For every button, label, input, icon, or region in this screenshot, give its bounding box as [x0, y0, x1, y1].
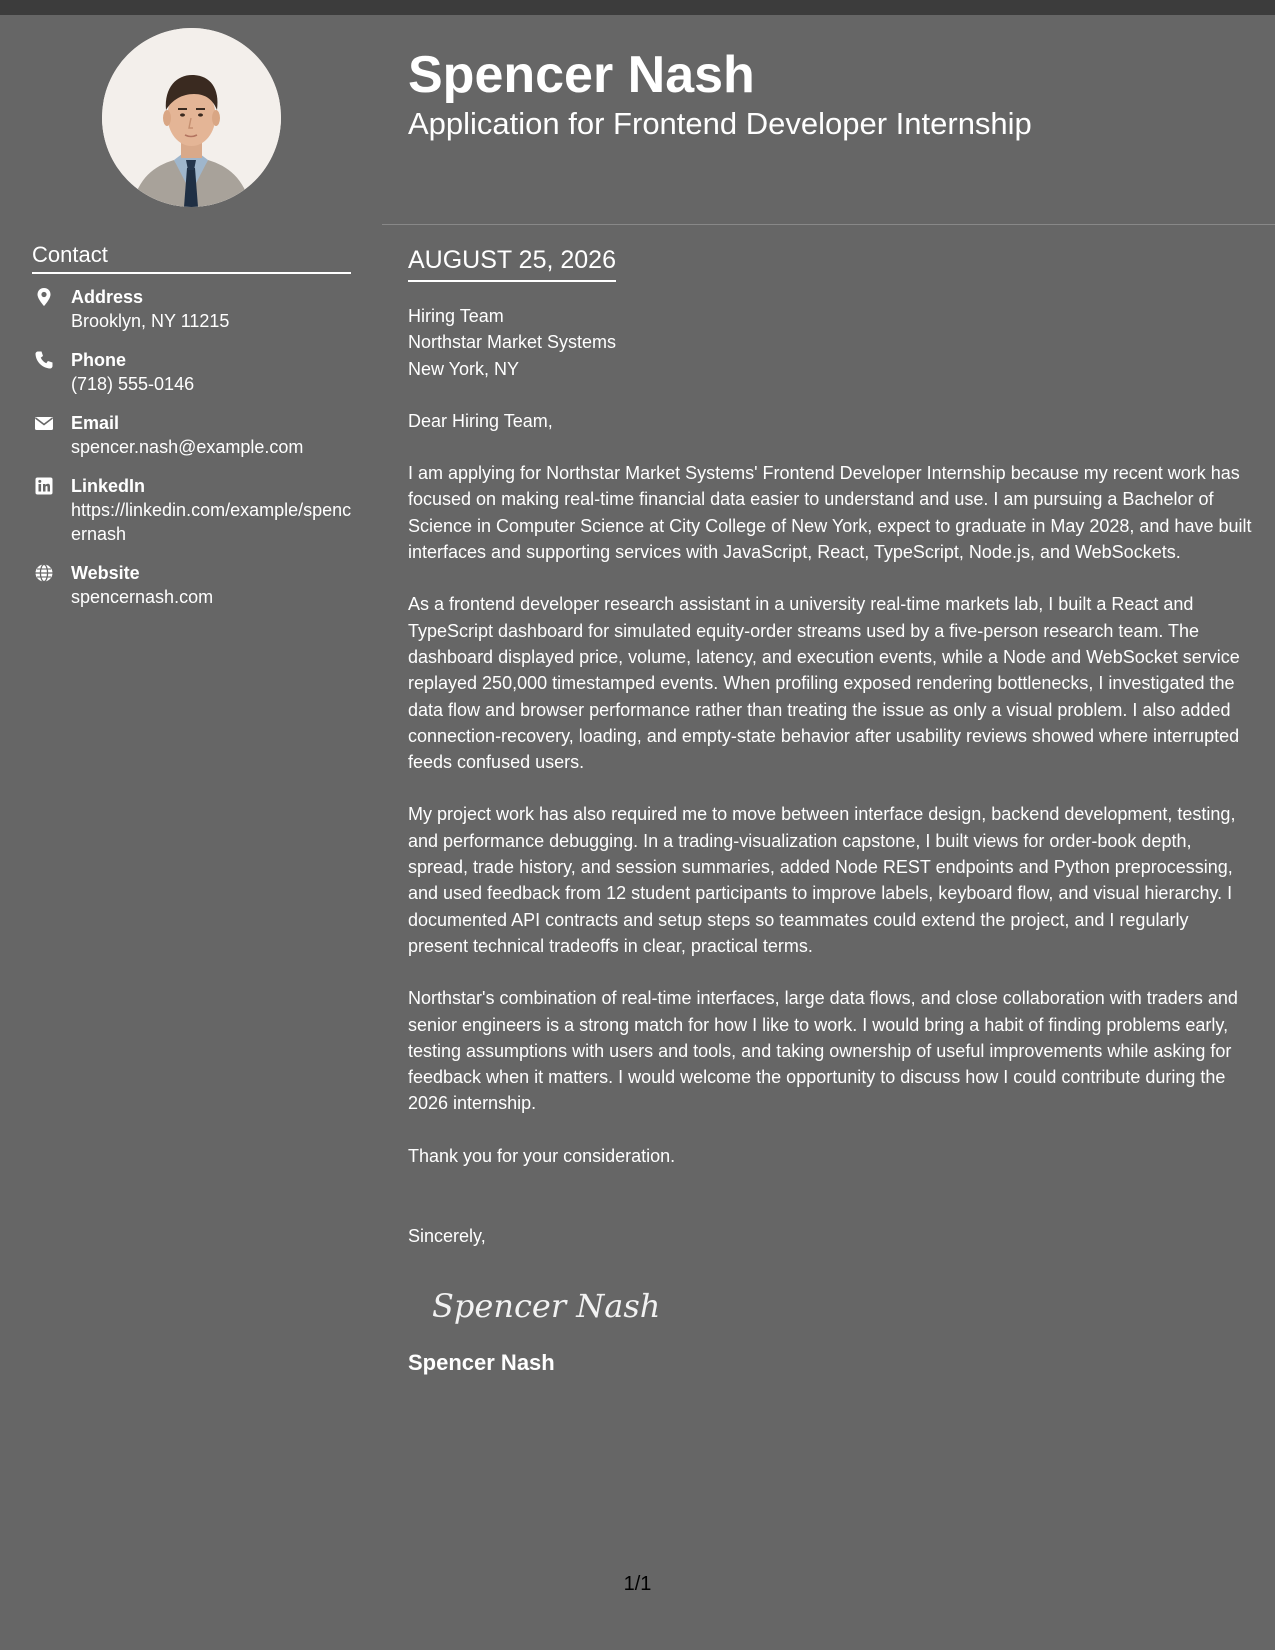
contact-item-email — [32, 411, 352, 459]
contact-label-phone: Phone — [71, 350, 127, 370]
profile-photo — [102, 28, 281, 207]
globe-icon — [34, 563, 54, 583]
thanks-line: Thank you for your consideration. — [408, 1145, 676, 1166]
page-number: 1/1 — [623, 1573, 652, 1595]
contact-item-address — [32, 285, 352, 333]
contact-value-phone: (718) 555-0146 — [71, 374, 195, 394]
map-pin-icon — [34, 287, 54, 307]
handwritten-signature — [428, 1275, 658, 1335]
recipient-block — [408, 303, 1253, 382]
body-paragraph: As a frontend developer research assistant in a university real-time markets lab, I built a React and TypeScript dashboard for simulated equity-order streams used by a five-person research team. The dashboard displayed price, volume, latency, and execution events, while a Node and WebSocket service replayed 250,000 timestamped events. When profiling exposed rendering bottlenecks, I investigated the data flow and browser performance rather than treating the issue as only a visual problem. I also added connection-recovery, loading, and empty-state behavior after usability reviews showed where interrupted feeds confused users. — [408, 594, 1240, 773]
contact-value-website[interactable]: spencernash.com — [71, 587, 214, 607]
linkedin-icon — [34, 476, 54, 496]
recipient-line: New York, NY — [408, 358, 520, 379]
applicant-name: Spencer Nash — [408, 46, 755, 104]
body-paragraph: I am applying for Northstar Market Systems' Frontend Developer Internship because my recent work has focused on making real-time financial data easier to understand and use. I am pursuing a Bachelor of Science in Computer Science at City College of New York, expect to graduate in May 2028, and have built interfaces and supporting services with JavaScript, React, TypeScript, Node.js, and WebSockets. — [408, 463, 1252, 563]
contact-value-email[interactable]: spencer.nash@example.com — [71, 437, 304, 457]
signature-glyphs: Spencer Nash — [432, 1287, 658, 1326]
phone-icon — [34, 350, 54, 370]
letter-body — [408, 303, 1253, 1377]
body-paragraph: My project work has also required me to move between interface design, backend development, testing, and performance debugging. In a trading-visualization capstone, I built views for order-book depth, spread, trade history, and session summaries, added Node REST endpoints and Python preprocessing, and used feedback from 12 student participants to improve labels, keyboard flow, and visual hierarchy. I documented API contracts and setup steps so teammates could extend the project, and I regularly present technical tradeoffs in clear, practical terms. — [408, 804, 1236, 956]
closing-line: Sincerely, — [408, 1226, 486, 1247]
letter-main — [382, 15, 1275, 1650]
application-subtitle: Application for Frontend Developer Internship — [408, 106, 1032, 141]
sidebar — [0, 15, 382, 1650]
letter-date: AUGUST 25, 2026 — [408, 244, 616, 282]
recipient-line: Hiring Team — [408, 306, 504, 326]
contact-value-linkedin[interactable]: https://linkedin.com/example/spencernash — [71, 500, 352, 544]
salutation: Dear Hiring Team, — [408, 410, 553, 431]
contact-item-website — [32, 561, 352, 609]
recipient-line: Northstar Market Systems — [408, 332, 617, 353]
body-paragraph: Northstar's combination of real-time interfaces, large data flows, and close collaboration with traders and senior engineers is a strong match for how I like to work. I would bring a habit of finding problems early, testing assumptions with users and tools, and taking ownership of useful improvements while asking for feedback when it matters. I would welcome the opportunity to discuss how I could contribute during the 2026 internship. — [408, 988, 1238, 1114]
envelope-icon — [34, 413, 54, 433]
header-divider — [382, 224, 1275, 225]
contact-label-email: Email — [71, 413, 120, 433]
contact-label-address: Address — [71, 287, 144, 307]
contact-label-website: Website — [71, 563, 140, 583]
signer-name: Spencer Nash — [408, 1350, 555, 1376]
contact-list — [32, 285, 352, 624]
contact-item-linkedin — [32, 474, 352, 546]
contact-label-linkedin: LinkedIn — [71, 476, 146, 496]
top-bar — [0, 0, 1275, 15]
contact-value-address: Brooklyn, NY 11215 — [71, 311, 230, 331]
contact-item-phone — [32, 348, 352, 396]
contact-heading: Contact — [32, 241, 351, 274]
profile-photo-illustration — [102, 28, 281, 207]
